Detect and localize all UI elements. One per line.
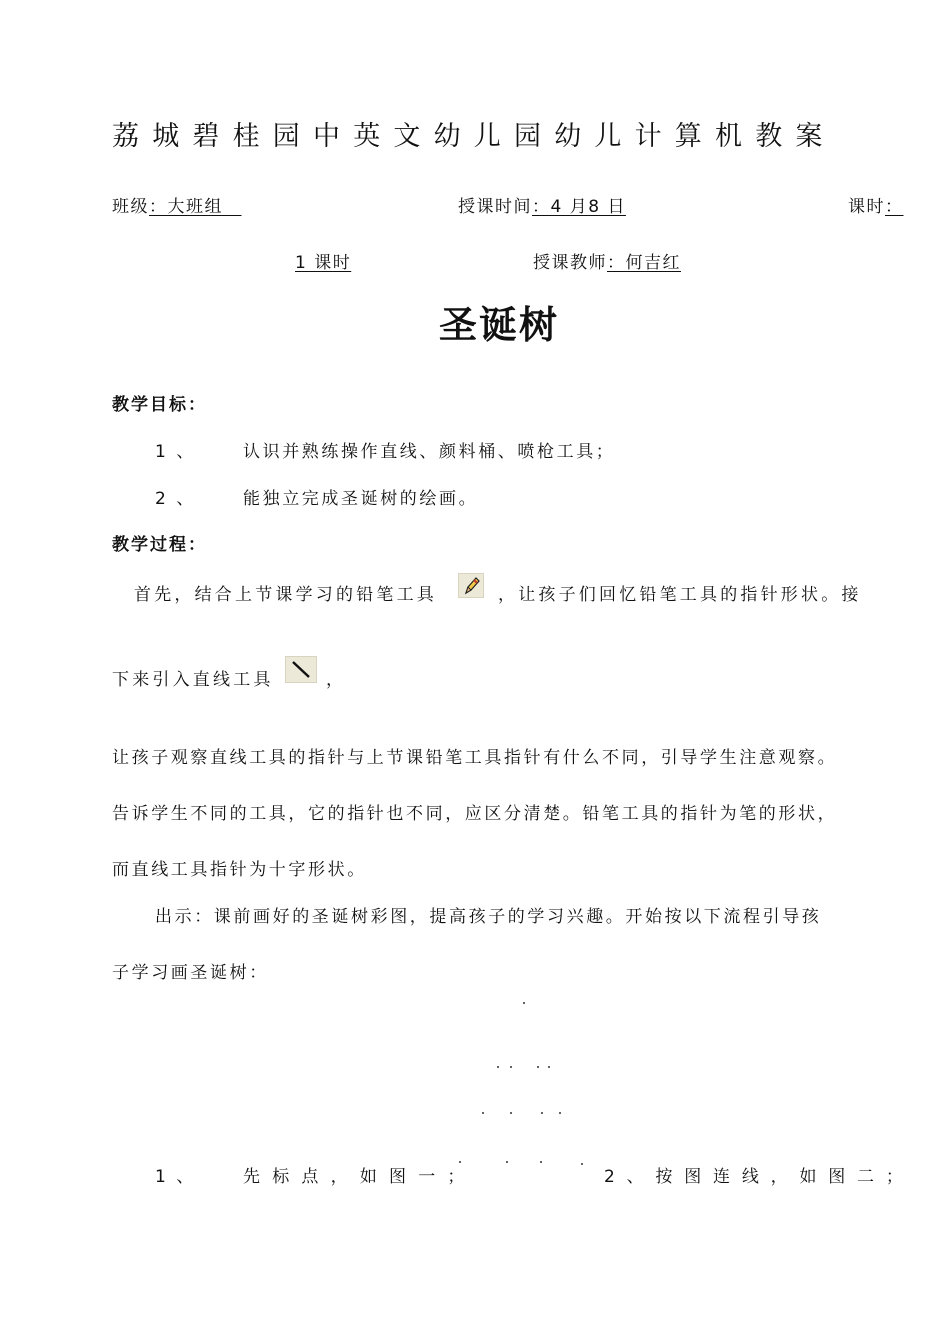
objective-text-1: 认识并熟练操作直线、颜料桶、喷枪工具；	[243, 442, 616, 462]
process-para-4: 告诉学生不同的工具，它的指针也不同，应区分清楚。铅笔工具的指针为笔的形状，	[112, 804, 838, 824]
teacher-label: 授课教师	[533, 253, 607, 273]
class-label: 班级	[112, 197, 149, 217]
teacher-field	[533, 248, 681, 273]
objective-num-2: 2 、	[155, 489, 197, 509]
period-count: 1 课时	[295, 253, 352, 273]
class-field	[112, 192, 242, 217]
tree-dot	[482, 1112, 484, 1114]
lesson-title: 圣诞树	[438, 303, 559, 347]
process-para-5: 而直线工具指针为十字形状。	[112, 860, 367, 880]
step-1-num: 1 、	[155, 1167, 197, 1187]
process-heading: 教学过程：	[112, 535, 207, 555]
tree-dot	[537, 1066, 539, 1068]
process-para-6: 出示：课前画好的圣诞树彩图，提高孩子的学习兴趣。开始按以下流程引导孩	[155, 907, 822, 927]
period-label: 课时	[848, 197, 885, 217]
process-para-7: 子学习画圣诞树：	[112, 963, 269, 983]
tree-dot	[541, 1112, 543, 1114]
time-label: 授课时间	[458, 197, 532, 217]
process-para-1b: ，让孩子们回忆铅笔工具的指针形状。接	[498, 585, 862, 605]
period-value: ：	[885, 197, 904, 217]
tree-dot	[510, 1112, 512, 1114]
tree-dot	[581, 1163, 583, 1165]
teacher-value: ：何吉红	[607, 253, 681, 273]
class-value: ：大班组	[149, 197, 242, 217]
period-field	[848, 192, 904, 217]
tree-dot	[523, 1002, 525, 1004]
objective-num-1: 1 、	[155, 442, 197, 462]
pencil-icon	[458, 573, 484, 598]
process-para-1a: 首先，结合上节课学习的铅笔工具	[134, 585, 437, 605]
step-2-text: 2 、 按 图 连 线 ， 如 图 二 ；	[604, 1167, 907, 1187]
tree-dot	[559, 1112, 561, 1114]
objective-text-2: 能独立完成圣诞树的绘画。	[243, 489, 479, 509]
document-title: 荔城碧桂园中英文幼儿园幼儿计算机教案	[112, 121, 836, 152]
tree-dot	[510, 1066, 512, 1068]
objectives-heading: 教学目标：	[112, 395, 207, 415]
process-para-3: 让孩子观察直线工具的指针与上节课铅笔工具指针有什么不同，引导学生注意观察。	[112, 748, 838, 768]
process-para-2a: 下来引入直线工具	[112, 670, 274, 690]
tree-dot	[506, 1161, 508, 1163]
tree-dot	[548, 1066, 550, 1068]
process-para-2b: ，	[326, 670, 347, 690]
tree-dot	[497, 1066, 499, 1068]
time-value: ：4 月8 日	[532, 197, 626, 217]
line-tool-icon	[285, 656, 317, 683]
tree-dot	[540, 1161, 542, 1163]
time-field	[458, 192, 626, 217]
step-1-text: 先 标 点 ， 如 图 一 ；	[243, 1167, 468, 1187]
